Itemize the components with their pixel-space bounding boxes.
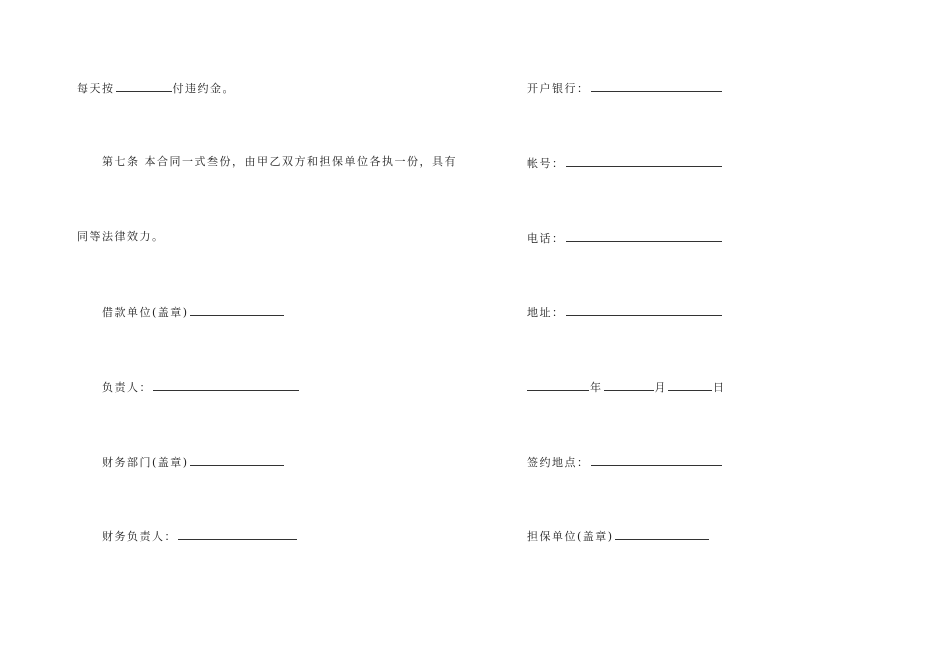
address-line xyxy=(527,304,723,320)
day-label: 日 xyxy=(713,381,726,394)
guarantor-seal-blank xyxy=(615,528,709,540)
penalty-rate-blank xyxy=(116,80,172,92)
day-blank xyxy=(668,379,712,391)
borrower-seal-line xyxy=(102,304,285,320)
year-blank xyxy=(527,379,589,391)
sign-place-line xyxy=(527,454,723,470)
penalty-prefix: 每天按 xyxy=(77,82,115,95)
bank-blank xyxy=(591,80,722,92)
sign-place-blank xyxy=(591,454,722,466)
address-blank xyxy=(566,304,722,316)
borrower-seal-blank xyxy=(190,304,284,316)
penalty-line xyxy=(77,80,235,96)
bank-label: 开户银行： xyxy=(527,82,590,95)
finance-manager-line xyxy=(102,528,298,544)
manager-label: 负责人： xyxy=(102,381,152,394)
finance-dept-label: 财务部门(盖章) xyxy=(102,456,189,469)
month-label: 月 xyxy=(654,381,667,394)
guarantor-seal-label: 担保单位(盖章) xyxy=(527,530,614,543)
finance-dept-line xyxy=(102,454,285,470)
date-line xyxy=(527,379,726,395)
account-blank xyxy=(566,155,722,167)
account-line xyxy=(527,155,723,171)
bank-line xyxy=(527,80,723,96)
phone-label: 电话： xyxy=(527,232,565,245)
address-label: 地址： xyxy=(527,306,565,319)
account-label: 帐号： xyxy=(527,157,565,170)
manager-blank xyxy=(153,379,299,391)
sign-place-label: 签约地点： xyxy=(527,456,590,469)
borrower-seal-label: 借款单位(盖章) xyxy=(102,306,189,319)
article-seven-continuation: 同等法律效力。 xyxy=(77,230,165,243)
year-label: 年 xyxy=(590,381,603,394)
guarantor-seal-line xyxy=(527,528,710,544)
manager-line xyxy=(102,379,300,395)
article-seven-line: 第七条 本合同一式叁份，由甲乙双方和担保单位各执一份，具有 xyxy=(102,155,457,168)
penalty-suffix: 付违约金。 xyxy=(172,82,235,95)
phone-blank xyxy=(566,230,722,242)
finance-dept-blank xyxy=(190,454,284,466)
phone-line xyxy=(527,230,723,246)
finance-manager-blank xyxy=(178,528,297,540)
finance-manager-label: 财务负责人： xyxy=(102,530,177,543)
month-blank xyxy=(604,379,654,391)
